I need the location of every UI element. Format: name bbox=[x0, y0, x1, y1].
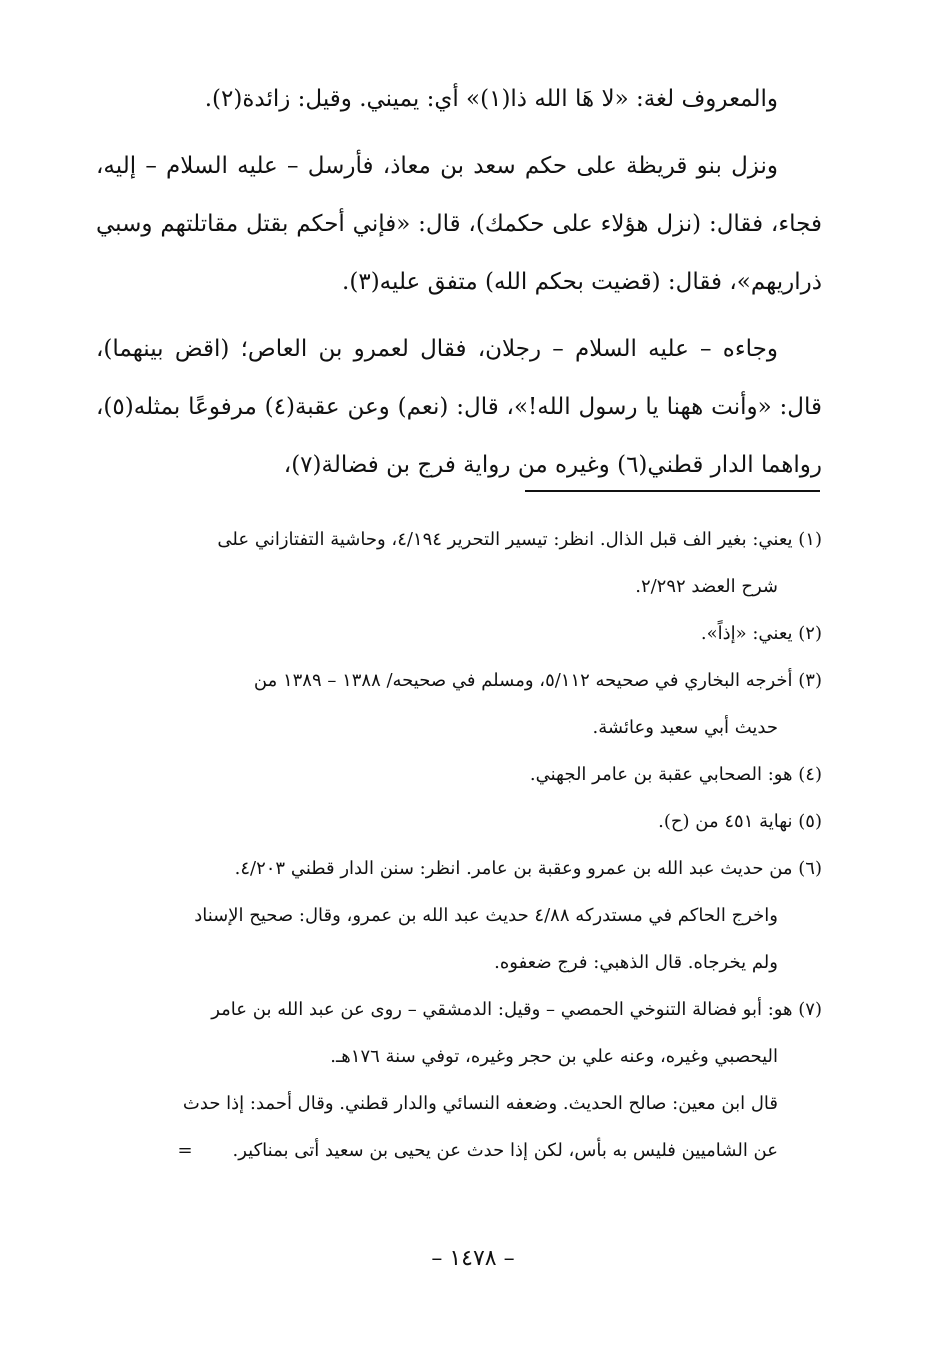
main-text bbox=[96, 70, 822, 503]
footnote-7-line-4 bbox=[96, 1127, 822, 1174]
footnote-separator bbox=[525, 490, 820, 492]
footnote-7-line-1: (٧) هو: أبو فضالة التنوخي الحمصي – وقيل: الدمشقي – روى عن عبد الله بن عامر bbox=[211, 999, 822, 1020]
footnote-1 bbox=[96, 516, 822, 610]
footnote-7-line-4-text: عن الشاميين فليس به بأس، لكن إذا حدث عن يحيى بن سعيد أتى بمناكير. bbox=[232, 1140, 778, 1161]
footnote-7-line-2: اليحصبي وغيره، وعنه علي بن حجر وغيره، توفي سنة ١٧٦هـ. bbox=[330, 1046, 778, 1067]
footnote-3 bbox=[96, 657, 822, 751]
paragraph-3: وجاءه – عليه السلام – رجلان، فقال لعمرو بن العاص؛ (اقض بينهما)، قال: «وأنت ههنا يا رسول الله!»، قال: (نعم) وعن عقبة(٤) مرفوعًا بمثله(٥)، رواهما الدار قطني(٦) وغيره من رواية فرج بن فضالة(٧)، bbox=[96, 336, 822, 478]
footnote-6 bbox=[96, 845, 822, 986]
footnote-7 bbox=[96, 986, 822, 1174]
footnote-6-line-3: ولم يخرجاه. قال الذهبي: فرج ضعفوه. bbox=[494, 952, 778, 973]
continuation-mark: = bbox=[177, 1140, 193, 1161]
paragraph-1: والمعروف لغة: «لا هَا الله ذا(١)» أي: يميني. وقيل: زائدة(٢). bbox=[204, 86, 778, 112]
footnote-6-line-1: (٦) من حديث عبد الله بن عمرو وعقبة بن عامر. انظر: سنن الدار قطني ٤/٢٠٣. bbox=[234, 858, 822, 879]
footnote-6-line-2: واخرج الحاكم في مستدركه ٤/٨٨ حديث عبد الله بن عمرو، وقال: صحيح الإسناد bbox=[194, 905, 778, 926]
footnote-7-line-3: قال ابن معين: صالح الحديث. وضعفه النسائي والدار قطني. وقال أحمد: إذا حدث bbox=[182, 1093, 778, 1114]
footnote-1-line-2: شرح العضد ٢/٢٩٢. bbox=[635, 576, 778, 597]
paragraph-2: ونزل بنو قريظة على حكم سعد بن معاذ، فأرسل – عليه السلام – إليه، فجاء، فقال: (نزل هؤلاء على حكمك)، قال: «فإني أحكم بقتل مقاتلتهم وسبي ذراريهم»، فقال: (قضيت بحكم الله) متفق عليه(٣). bbox=[96, 153, 822, 295]
footnote-2: (٢) يعني: «إذاً». bbox=[700, 623, 822, 644]
footnote-3-line-2: حديث أبي سعيد وعائشة. bbox=[592, 717, 778, 738]
page-number: – ١٤٧٨ – bbox=[431, 1246, 515, 1271]
footnote-3-line-1: (٣) أخرجه البخاري في صحيحه ٥/١١٢، ومسلم في صحيحه/ ١٣٨٨ – ١٣٨٩ من bbox=[253, 670, 822, 691]
footnote-1-line-1: (١) يعني: بغير الف قبل الذال. انظر: تيسير التحرير ٤/١٩٤، وحاشية التفتازاني على bbox=[217, 529, 822, 550]
footnotes bbox=[96, 516, 822, 1174]
footnote-4: (٤) هو: الصحابي عقبة بن عامر الجهني. bbox=[529, 764, 822, 785]
footnote-5: (٥) نهاية ٤٥١ من (ح). bbox=[658, 811, 822, 832]
